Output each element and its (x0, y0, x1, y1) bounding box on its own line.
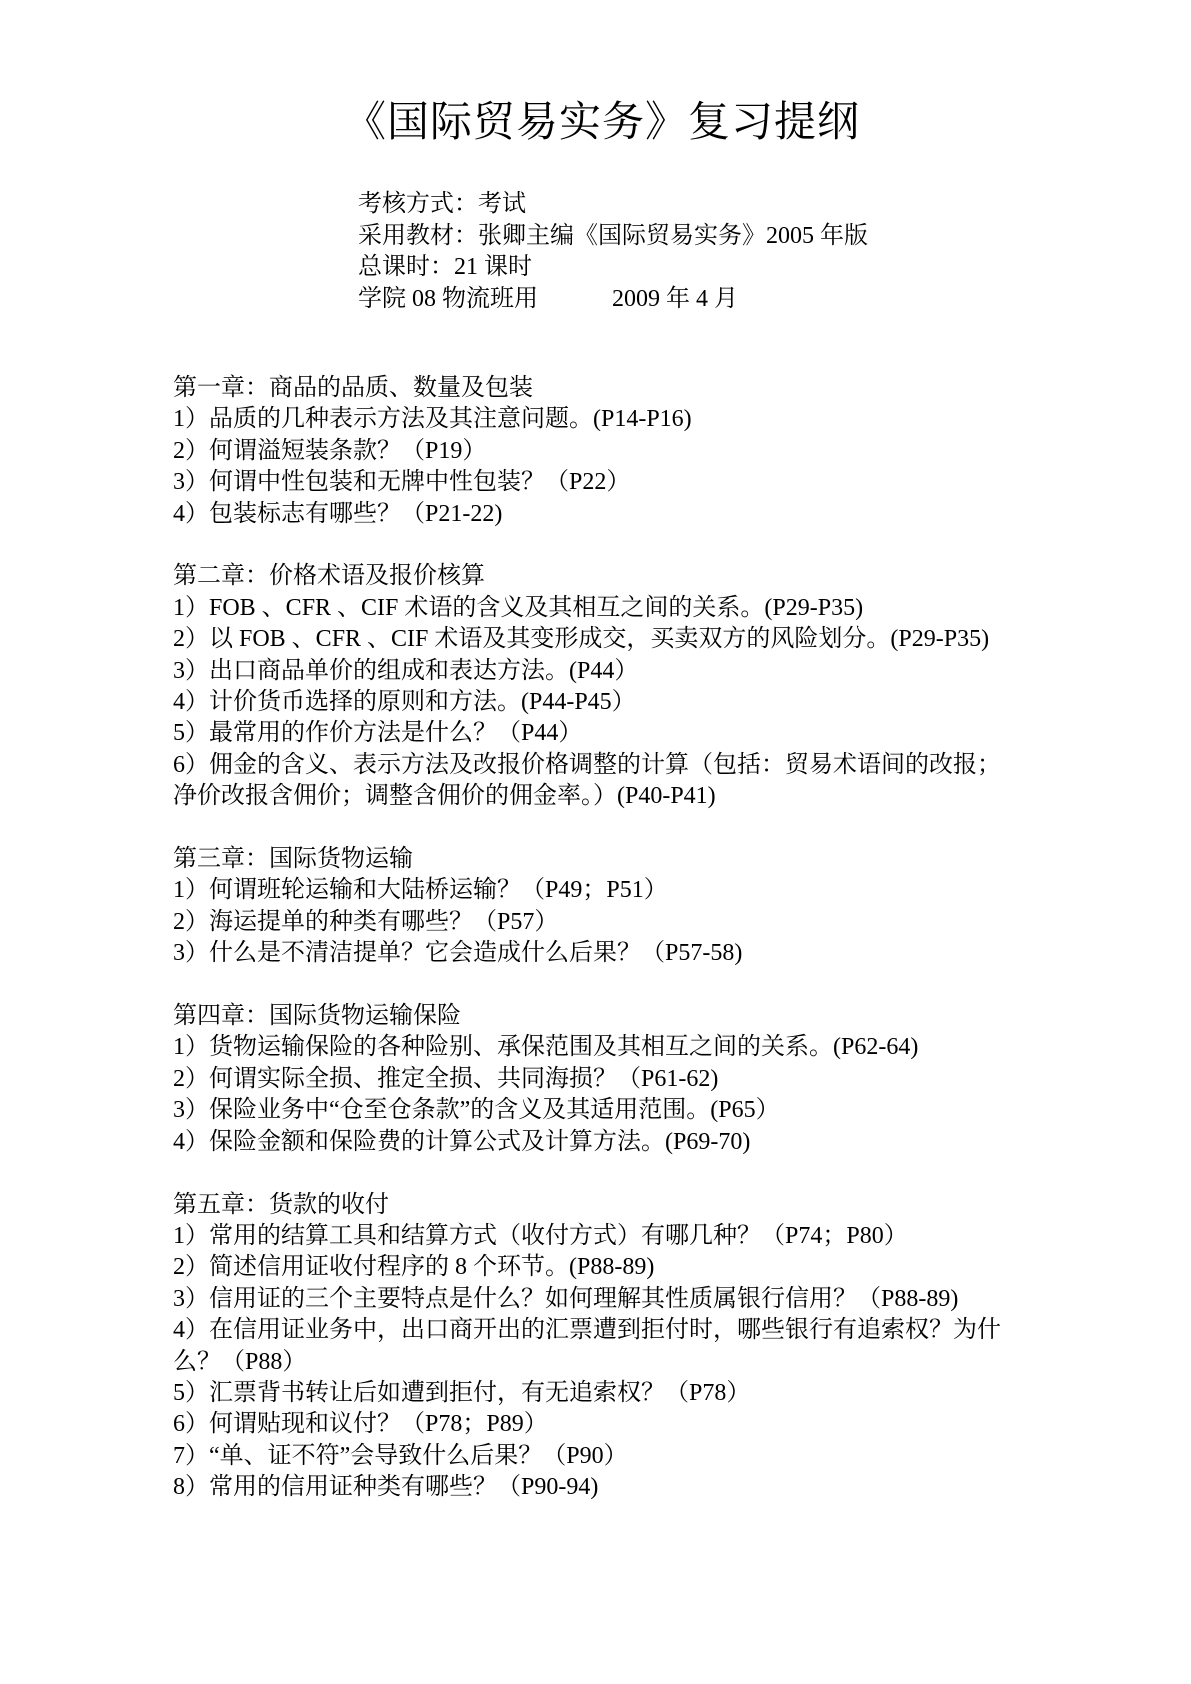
outline-item-line: 5）汇票背书转让后如遭到拒付，有无追索权？（P78） (173, 1379, 751, 1406)
chapter-section (173, 1001, 1031, 1158)
outline-item-line: 4）在信用证业务中，出口商开出的汇票遭到拒付时，哪些银行有追索权？为什 (173, 1317, 1001, 1344)
outline-item-line: 2）简述信用证收付程序的 8 个环节。(P88-89) (173, 1254, 655, 1281)
meta-class-use: 学院 08 物流班用 (358, 285, 538, 312)
outline-body (173, 373, 1031, 1504)
outline-item-line: 4）保险金额和保险费的计算公式及计算方法。(P69-70) (173, 1128, 751, 1155)
document-title: 《国际贸易实务》复习提纲 (343, 100, 860, 146)
outline-item-line: 3）保险业务中“仓至仓条款”的含义及其适用范围。(P65） (173, 1097, 780, 1124)
meta-textbook: 采用教材：张卿主编《国际贸易实务》2005 年版 (358, 222, 868, 249)
meta-date: 2009 年 4 月 (612, 285, 738, 312)
outline-item-line: 6）何谓贴现和议付？（P78；P89） (173, 1411, 548, 1438)
outline-item-line: 3）信用证的三个主要特点是什么？如何理解其性质属银行信用？（P88-89) (173, 1285, 959, 1312)
chapter-section (173, 373, 1031, 530)
outline-item-line: 3）什么是不清洁提单？它会造成什么后果？（P57-58) (173, 940, 743, 967)
outline-item-line: 2）以 FOB 、CFR 、CIF 术语及其变形成交，买卖双方的风险划分。(P29-P35) (173, 626, 990, 653)
outline-item-line: 4）包装标志有哪些？（P21-22) (173, 500, 503, 527)
outline-item-line: 2）何谓溢短装条款？（P19） (173, 437, 487, 464)
outline-item-line: 3）何谓中性包装和无牌中性包装？（P22） (173, 469, 631, 496)
outline-item-line: 5）最常用的作价方法是什么？（P44） (173, 720, 583, 747)
outline-item-line: 1）何谓班轮运输和大陆桥运输？（P49；P51） (173, 877, 668, 904)
outline-item-line: 4）计价货币选择的原则和方法。(P44-P45） (173, 689, 636, 716)
outline-item-line: 7）“单、证不符”会导致什么后果？（P90） (173, 1442, 628, 1469)
chapter-section (173, 561, 1031, 812)
chapter-heading: 第五章：货款的收付 (173, 1191, 389, 1218)
outline-item-line: 8）常用的信用证种类有哪些？（P90-94) (173, 1474, 599, 1501)
meta-total-hours: 总课时：21 课时 (358, 254, 532, 280)
outline-item-line: 1）常用的结算工具和结算方式（收付方式）有哪几种？（P74；P80） (173, 1222, 908, 1249)
chapter-heading: 第二章：价格术语及报价核算 (173, 563, 485, 590)
outline-item-line: 2）何谓实际全损、推定全损、共同海损？（P61-62) (173, 1065, 719, 1092)
chapter-heading: 第三章：国际货物运输 (173, 846, 413, 873)
meta-assessment-method: 考核方式：考试 (358, 191, 526, 217)
outline-item-line: 么？（P88） (173, 1348, 307, 1375)
outline-item-line: 净价改报含佣价；调整含佣价的佣金率。）(P40-P41) (173, 783, 716, 810)
meta-class-and-date (358, 284, 1031, 316)
outline-item-line: 1）FOB 、CFR 、CIF 术语的含义及其相互之间的关系。(P29-P35) (173, 594, 864, 621)
outline-item-line: 6）佣金的含义、表示方法及改报价格调整的计算（包括：贸易术语间的改报； (173, 751, 1001, 778)
chapter-section (173, 844, 1031, 970)
outline-item-line: 3）出口商品单价的组成和表达方法。(P44） (173, 657, 639, 684)
chapter-section (173, 1190, 1031, 1504)
outline-item-line: 1）货物运输保险的各种险别、承保范围及其相互之间的关系。(P62-64) (173, 1034, 919, 1061)
chapter-heading: 第四章：国际货物运输保险 (173, 1003, 461, 1030)
chapter-heading: 第一章：商品的品质、数量及包装 (173, 375, 533, 401)
outline-item-line: 2）海运提单的种类有哪些？（P57） (173, 908, 559, 935)
outline-item-line: 1）品质的几种表示方法及其注意问题。(P14-P16) (173, 406, 692, 433)
meta-block (358, 189, 1031, 315)
